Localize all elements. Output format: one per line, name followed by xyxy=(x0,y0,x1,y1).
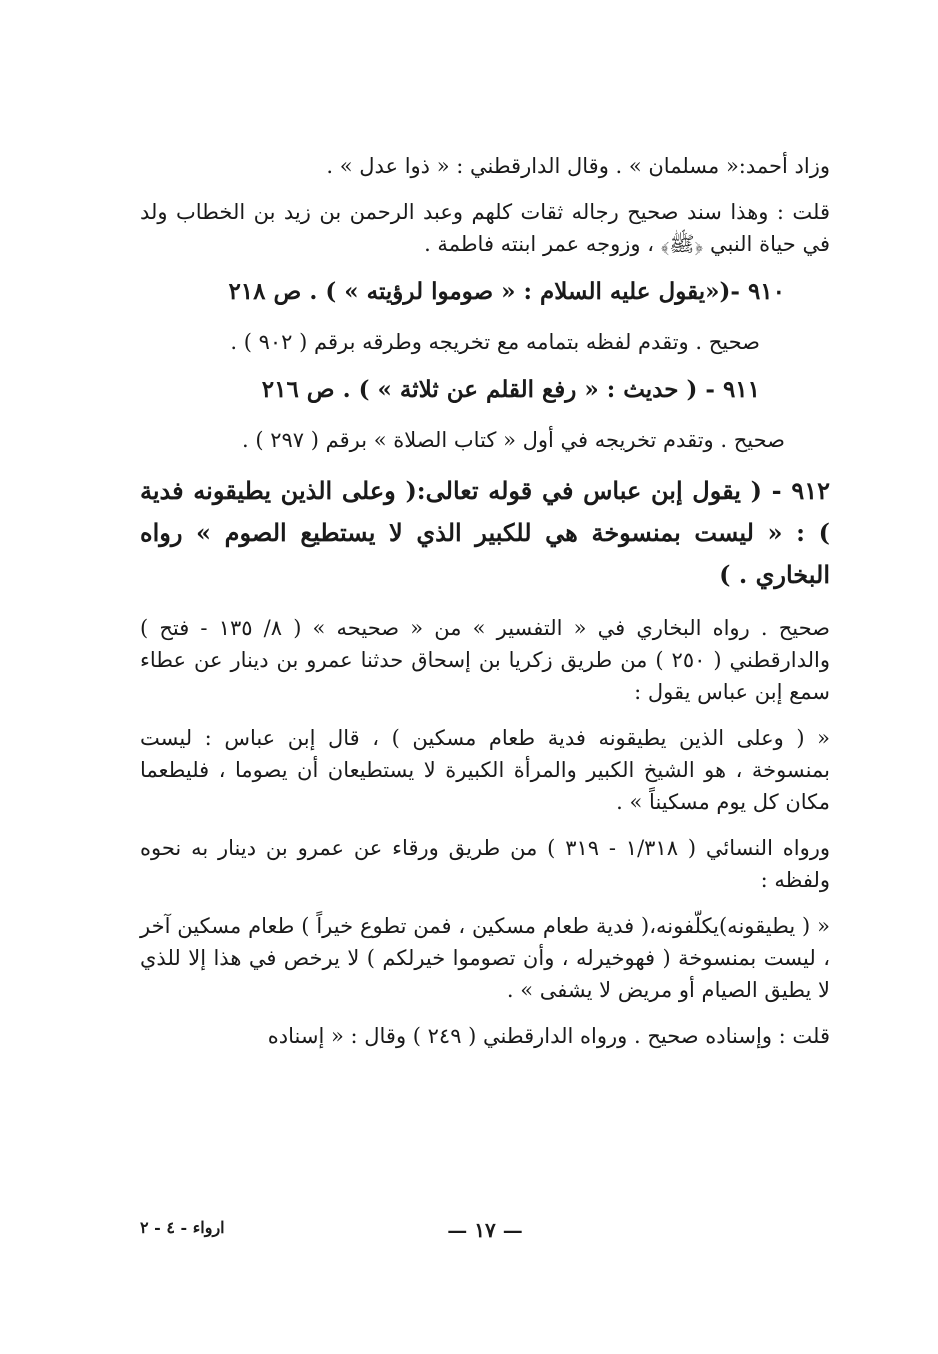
paragraph-nasai-wording: « ( يطيقونه)يكلّفونه،( فدية طعام مسكين ، فمن تطوع خيراً ) طعام مسكين آخر ، ليست بمنسوخة ( فهوخيرله ، وأن تصوموا خيرلكم ) لا يرخص في هذا إلا للذي لا يطيق الصيام أو مريض لا يشفى » . xyxy=(140,914,830,1002)
paragraph-912-grading: صحيح . رواه البخاري في « التفسير » من « صحيحه » ( ٨/ ١٣٥ - فتح ) والدارقطني ( ٢٥٠ ) من طريق زكريا بن إسحاق حدثنا عمرو بن دينار عن عطاء سمع إبن عباس يقول : xyxy=(140,616,830,704)
hadith-910-heading: ٩١٠ -(«يقول عليه السلام : « صوموا لرؤيته » ) . ص ٢١٨ xyxy=(228,278,785,305)
hadith-911-heading: ٩١١ - ( حديث : « رفع القلم عن ثلاثة » ) . ص ٢١٦ xyxy=(261,376,760,403)
paragraph-ibn-abbas-quote: « ( وعلى الذين يطيقونه فدية طعام مسكين ) ، قال إبن عباس : ليست بمنسوخة ، هو الشيخ الكبير والمرأة الكبيرة لا يستطيعان أن يصوما ، فليطعما مكان كل يوم مسكيناً » . xyxy=(140,726,830,814)
paragraph-911-grading: صحيح . وتقدم تخريجه في أول « كتاب الصلاة » برقم ( ٢٩٧ ) . xyxy=(242,428,785,452)
paragraph-nasai-narration: ورواه النسائي ( ١/٣١٨ - ٣١٩ ) من طريق ورقاء عن عمرو بن دينار به نحوه ولفظه : xyxy=(140,836,831,892)
paragraph-910-grading: صحيح . وتقدم لفظه بتمامه مع تخريجه وطرقه برقم ( ٩٠٢ ) . xyxy=(230,330,760,354)
paragraph-daraqutni-note: قلت : وإسناده صحيح . ورواه الدارقطني ( ٢٤٩ ) وقال : « إسناده xyxy=(267,1024,830,1048)
page-number: — ١٧ — xyxy=(447,1218,523,1242)
hadith-912-heading: ٩١٢ - ( يقول إبن عباس في قوله تعالى:( وعلى الذين يطيقونه فدية ) : « ليست بمنسوخة هي للكبير الذي لا يستطيع الصوم » رواه البخاري . ) xyxy=(140,476,830,589)
paragraph-ahmad-addition: وزاد أحمد:« مسلمان » . وقال الدارقطني : « ذوا عدل » . xyxy=(326,154,830,178)
volume-signature: ارواء - ٤ - ٢ xyxy=(140,1218,225,1237)
page-footer xyxy=(140,1218,830,1248)
paragraph-sanad-note: قلت : وهذا سند صحيح رجاله ثقات كلهم وعبد الرحمن بن زيد بن الخطاب ولد في حياة النبي ﴿ﷺ﴾ ، وزوجه عمر ابنته فاطمة . xyxy=(140,200,830,256)
page-body xyxy=(140,150,830,1066)
